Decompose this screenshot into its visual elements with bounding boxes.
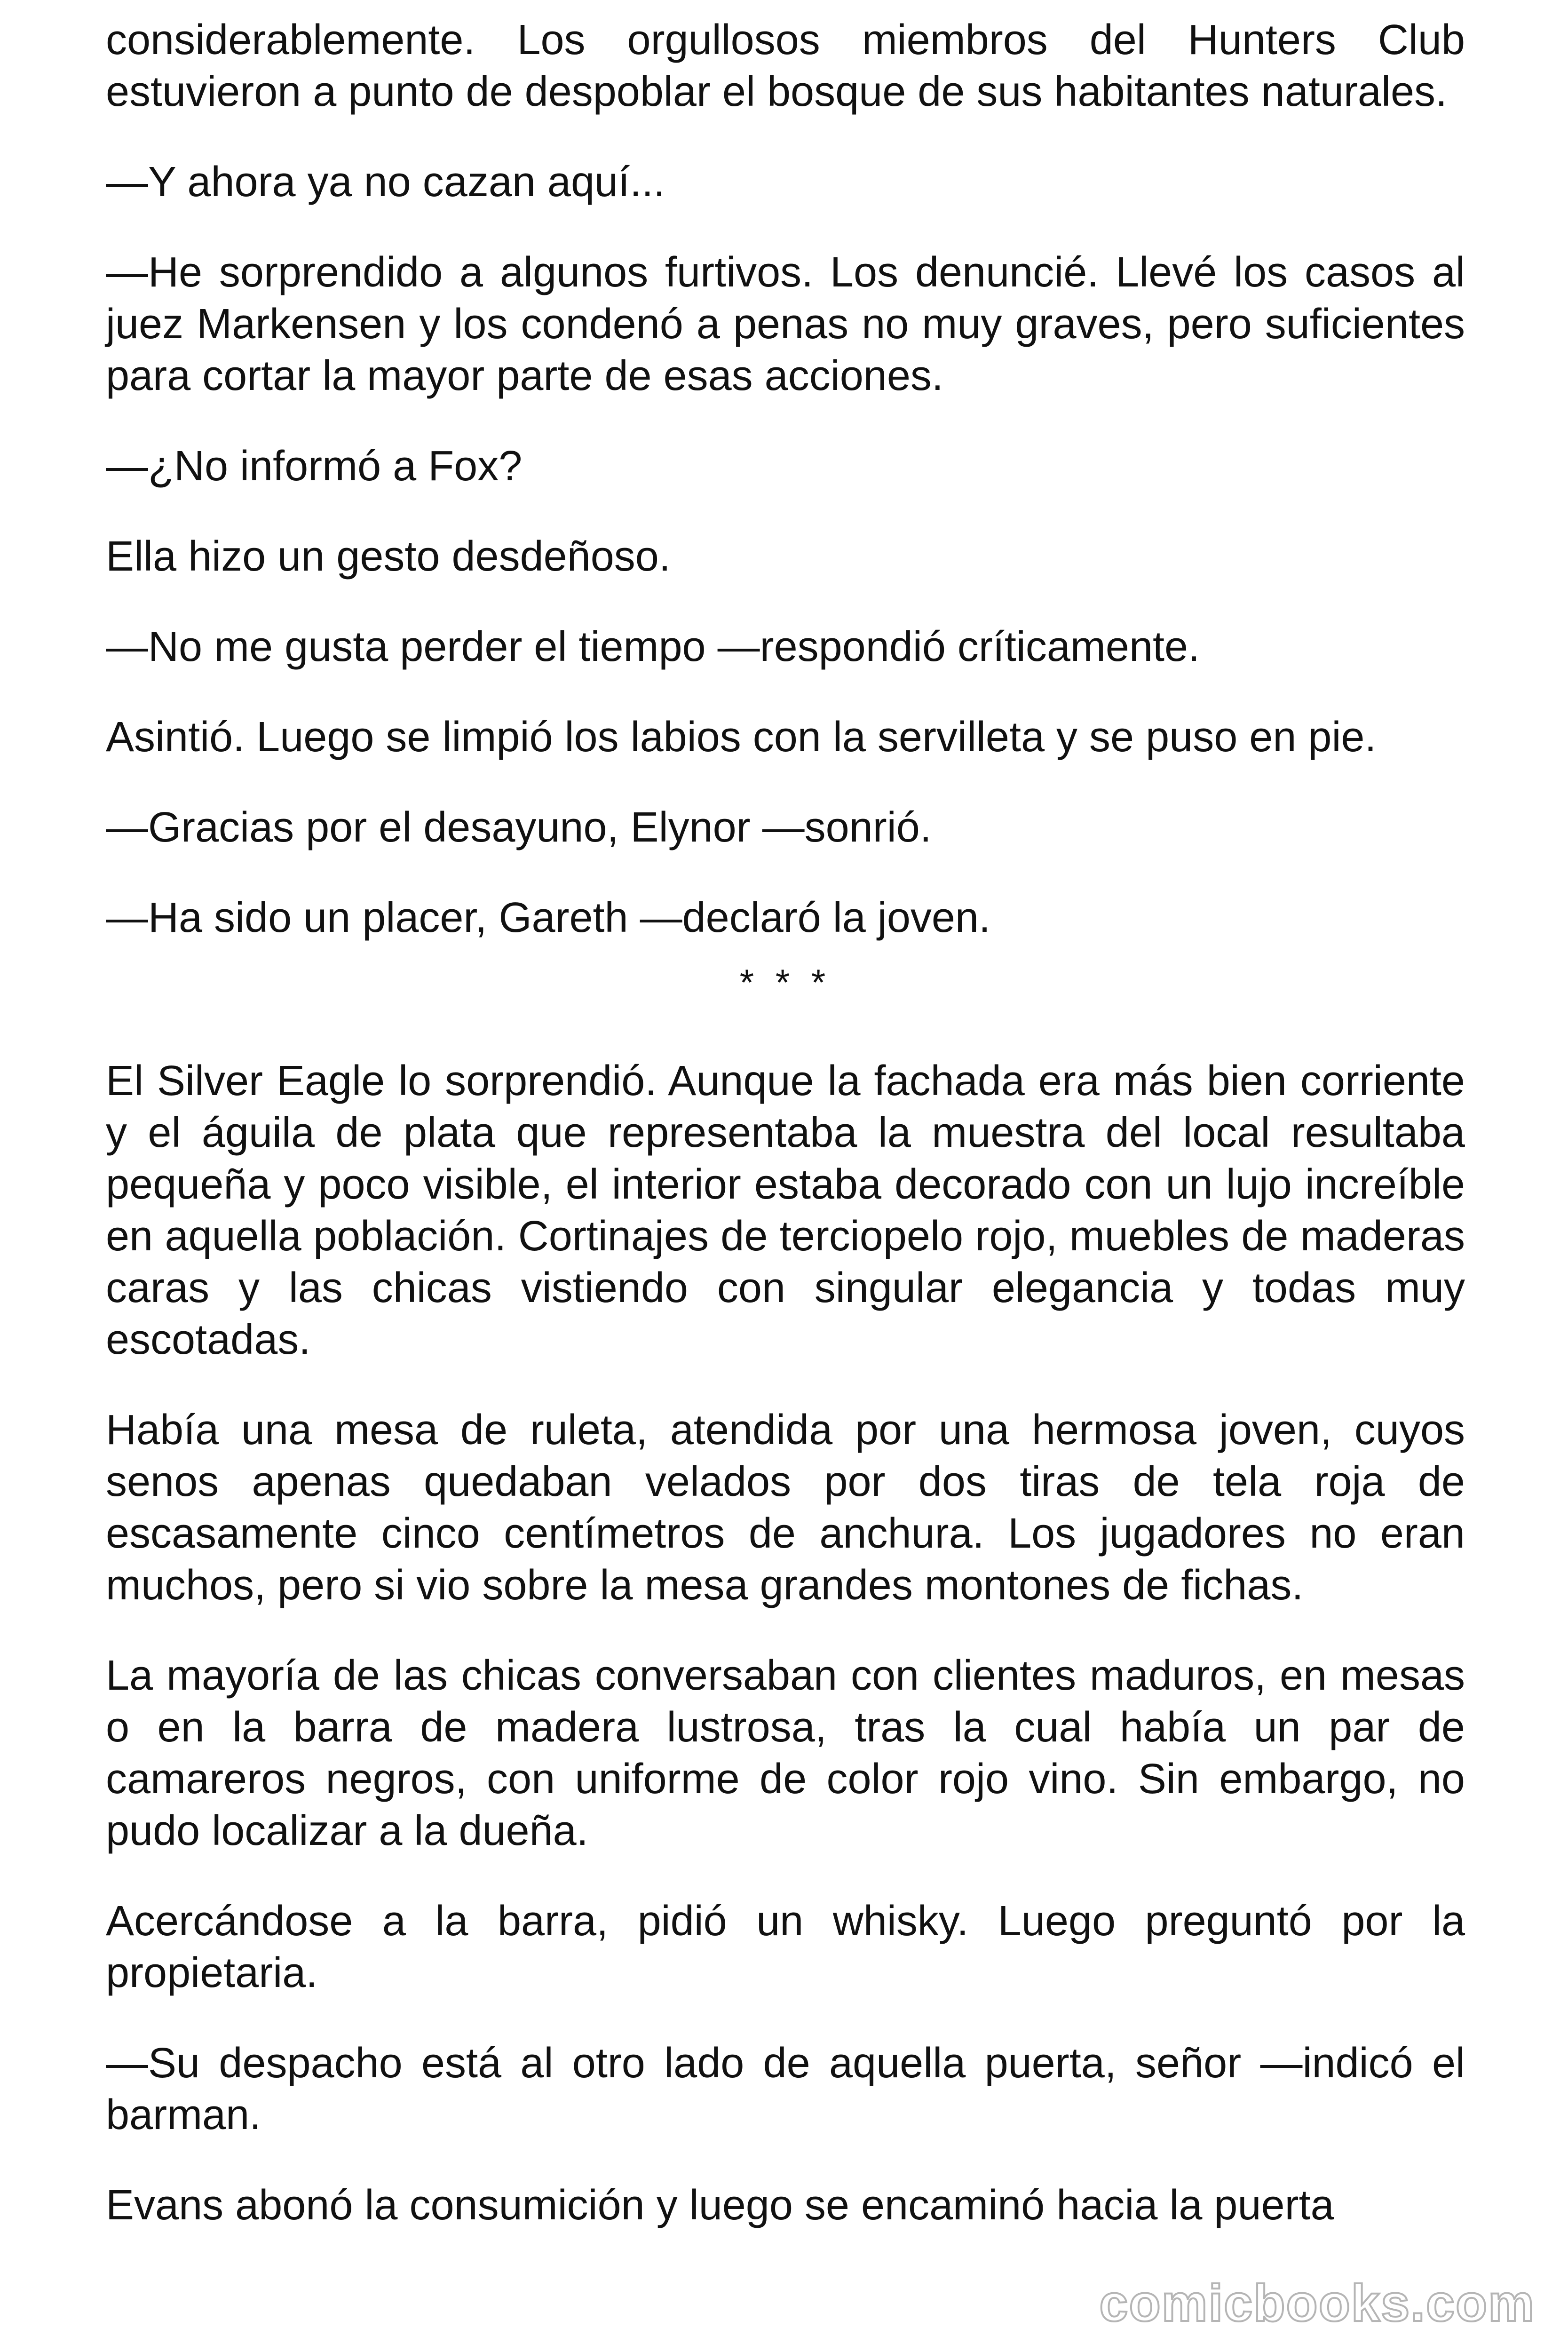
paragraph: —Su despacho está al otro lado de aquella puerta, señor —indicó el barman.	[106, 2040, 1465, 2138]
paragraph: Ella hizo un gesto desdeñoso.	[106, 533, 671, 580]
paragraph: —Ha sido un placer, Gareth —declaró la joven.	[106, 894, 990, 941]
paragraph: considerablemente. Los orgullosos miembros del Hunters Club estuvieron a punto de despoblar el bosque de sus habitantes naturales.	[106, 16, 1465, 115]
paragraph: —He sorprendido a algunos furtivos. Los denuncié. Llevé los casos al juez Markensen y los condenó a penas no muy graves, pero suficientes para cortar la mayor parte de esas acciones.	[106, 249, 1465, 399]
document-page	[106, 14, 1465, 2270]
paragraph: —Gracias por el desayuno, Elynor —sonrió.	[106, 804, 932, 851]
section-separator: * * *	[739, 961, 832, 1003]
paragraph: Acercándose a la barra, pidió un whisky. Luego preguntó por la propietaria.	[106, 1898, 1465, 1996]
paragraph: —No me gusta perder el tiempo —respondió críticamente.	[106, 623, 1200, 670]
paragraph: Había una mesa de ruleta, atendida por una hermosa joven, cuyos senos apenas quedaban velados por dos tiras de tela roja de escasamente cinco centímetros de anchura. Los jugadores no eran muchos, pero si vio sobre la mesa grandes montones de fichas.	[106, 1406, 1465, 1609]
paragraph: La mayoría de las chicas conversaban con clientes maduros, en mesas o en la barra de madera lustrosa, tras la cual había un par de camareros negros, con uniforme de color rojo vino. Sin embargo, no pudo localizar a la dueña.	[106, 1652, 1465, 1854]
paragraph: —Y ahora ya no cazan aquí...	[106, 159, 665, 206]
paragraph: Asintió. Luego se limpió los labios con la servilleta y se puso en pie.	[106, 714, 1377, 761]
watermark: comicbooks.com	[1099, 2274, 1535, 2332]
paragraph: Evans abonó la consumición y luego se encaminó hacia la puerta	[106, 2182, 1334, 2229]
paragraph: —¿No informó a Fox?	[106, 443, 523, 490]
paragraph: El Silver Eagle lo sorprendió. Aunque la fachada era más bien corriente y el águila de plata que representaba la muestra del local resultaba pequeña y poco visible, el interior estaba decorado con un lujo increíble en aquella población. Cortinajes de terciopelo rojo, muebles de maderas caras y las chicas vistiendo con singular elegancia y todas muy escotadas.	[106, 1057, 1465, 1363]
